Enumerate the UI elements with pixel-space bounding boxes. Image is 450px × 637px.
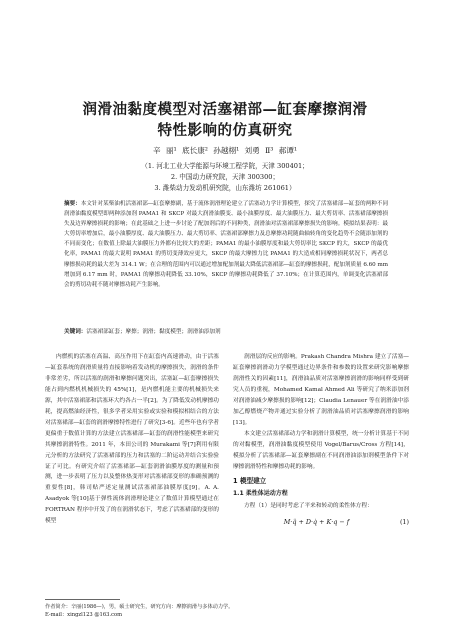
abstract-text: 本文针对某柴油机活塞裙部—缸套摩擦副，基于流体润滑理论建立了活塞动力学计算模型，探究了活塞裙部—缸套的两种不同润滑油黏度模型即两种添加剂 PAMA1 和 SKCP 对最大润滑油膜变、最小油膜厚度、最大油膜压力、最大剪切率、活塞裙部摩擦损失及边界摩擦损耗的影响；在此基础之上进一步讨论了配加剂后的不同种类，润滑油对活塞裙部摩擦损失的影响。模拟结果表明：最大剪切率增加后，最小油膜厚度、最大油膜压力、最大剪切率、活塞裙部摩擦力及总摩擦功耗随曲轴转角的变化趋势不会随添加剂的不同而变化；在数值上除最大油膜压力外都有比较大的差距；PAMA1 的最小油膜厚度和最大剪切率比 SKCP 的大，SKCP 的最优化率，PAMA1 的最大说明 PAMA1 的剪切变薄效应更大，SKCP 的最大摩擦力比 PAMA1 的大造成相同摩擦损耗状况下，两者总摩擦损功耗的最大差为 314.1 W；在合理的范围内可以通过增加配加剂最大降低活塞裙部—缸套的摩擦损耗，配加剂质量 6.60 mm 增加到 6.17 mm 时，PAMA1 的摩擦功耗降低 33.10%，SKCP 的摩擦功耗降低了 37.10%；在计算范围内，单调变化活塞裙部会的剪切功耗不随对摩擦功耗产生影响。: [64, 201, 389, 288]
intro-paragraph-cont: 润滑层的反应的影响。Prakash Chandra Mishra 建立了活塞—缸套摩擦润滑动力学模型通过边界条件和参数的设置来研究影响摩擦润滑性关的因素[11]，润滑油品质对活塞摩擦润滑的影响同样受到研究人员的重视，Mohamed Kamal Ahmed Ali 等研究了纳米添加剂对润滑油减少摩擦损的影响[12]；Claudia Lenauer 等在润滑油中添加乙醇燃烧产物并通过实验分析了润滑油品质对活塞摩擦润滑的影响[13]。: [233, 354, 409, 426]
equation-number: (1): [399, 518, 409, 527]
subsection-text: 方程（1）是同时考虑了平来和转动的柔性体方程：: [244, 503, 373, 510]
footnote-rule: [45, 599, 120, 600]
abstract-label: 摘要：: [64, 201, 81, 207]
paper-title-line-2: 特性影响的仿真研究: [157, 123, 293, 139]
affiliation-3: 3. 潍柴动力发动机研究院，山东潍坊 261061）: [154, 184, 296, 192]
equation-body: M·q̈ + D·q̇ + K·q − f: [283, 518, 350, 527]
paper-title-line-1: 润滑油黏度模型对活塞裙部—缸套摩擦润滑: [82, 102, 368, 118]
left-column: [45, 352, 219, 527]
footnote-email: E-mail：xingzl123 @163.com: [45, 612, 123, 618]
author-list: 辛 丽¹ 底长康² 孙越栩¹ 刘勇 Ⅱ³ 郝谭¹: [153, 146, 297, 155]
equation-1: [233, 517, 409, 528]
intro-paragraph: 内燃机的活塞在高温、高压作用下在缸套内高速滑动，由于活塞—缸套系统的润滑质量将直接影响着发动机的摩擦损失，润滑的条件非常差劣，所以活塞的润滑和摩擦问题突出，活塞缸—缸套摩擦损失能占到内燃机机械损失的 45%[1]，是内燃机能主要的机械损失来源，其中活塞裙部和活塞环大约各占一半[2]。为了降低发动机摩擦功耗，提高燃油经济性，很多学者采用实验或实验和模拟相结合的方法对活塞裙部—缸套的润滑摩擦特性进行了研究[3-6]。近些年也有学者更偏重于数值计算的方法建立活塞裙部—缸套的润滑性能模型来研究其摩擦润滑特性。2011 年，本田公司的 Murakami 等[7]利用有限元分析的方法研究了活塞裙部的压力和活塞的二阶运动并结合实验验证了可比。有研究介绍了活塞裙部—缸套润滑油膜厚度的测量和预测，进一步表明了压力以及整体热变形对活塞裙部变形的准确预测的重要性[8]，韩司贴严述定量测试活塞裙部油膜厚度[9]。A. A. Asadyok 等[10]基于弹性流体润滑理论建立了数值计算模型通过在 FORTRAN 程序中开发了的在润滑状态下，考虑了活塞裙部的变形的模型: [45, 354, 219, 525]
subsection-heading-1-1: 1.1 柔性体运动方程: [233, 490, 288, 498]
footnote-author-bio: 作者简介：辛丽(1986—)，男，硕士研究生，研究方向：摩擦润滑与多体动力学。: [45, 604, 234, 610]
section-heading-1: 1 模型建立: [233, 477, 267, 486]
keywords-label: 关键词：: [64, 329, 87, 335]
right-column: [233, 352, 409, 528]
keywords: [64, 327, 388, 335]
intro-paragraph-2: 本文建立活塞裙部动力学和润滑计算模型，统一分析计算基于不同的对黏模型，润滑油黏度模型使用 Vogel/Barus/Cross 方程[14]，模拟分析了活塞裙部—缸套摩擦副在不同润滑油添加剂模型条件下对摩擦润滑特性和摩擦功耗的影响。: [233, 430, 409, 470]
abstract: [64, 199, 388, 290]
affiliation-2: 2. 中国动力研究院，天津 300300；: [170, 173, 280, 181]
keywords-text: 活塞裙部缸套；摩擦；润滑；黏度模型；润滑油添加剂: [86, 329, 221, 335]
affiliation-1: （1. 河北工业大学能源与环境工程学院，天津 300401；: [141, 162, 309, 170]
